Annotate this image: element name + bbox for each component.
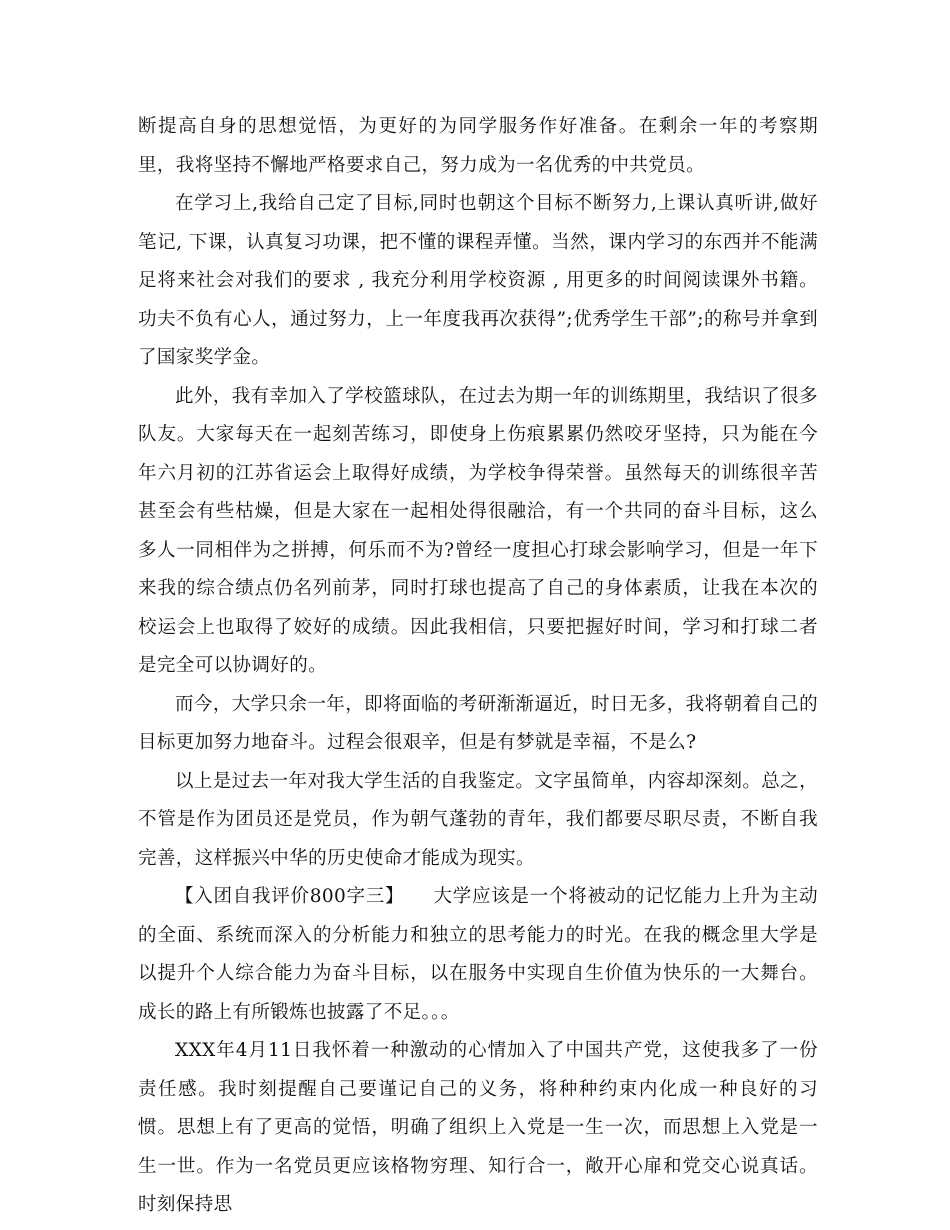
- paragraph-continuation: 断提高自身的思想觉悟，为更好的为同学服务作好准备。在剩余一年的考察期里，我将坚持不懈地严格要求自己，努力成为一名优秀的中共党员。: [138, 116, 818, 176]
- paragraph-future: 而今，大学只余一年，即将面临的考研渐渐逼近，时日无多，我将朝着自己的目标更加努力地奋斗。过程会很艰辛，但是有梦就是幸福，不是么?: [138, 693, 818, 753]
- paragraph-study: 在学习上,我给自己定了目标,同时也朝这个目标不断努力,上课认真听讲,做好笔记, 下课，认真复习功课，把不懂的课程弄懂。当然，课内学习的东西并不能满足将来社会对我们的要求 , 我充分利用学校资源 , 用更多的时间阅读课外书籍。功夫不负有心人，通过努力，上一年度我再次获得”;优秀学生干部”;的称号并拿到了国家奖学金。: [138, 193, 818, 368]
- paragraph-summary: 以上是过去一年对我大学生活的自我鉴定。文字虽简单，内容却深刻。总之，不管是作为团员还是党员，作为朝气蓬勃的青年，我们都要尽职尽责，不断自我完善，这样振兴中华的历史使命才能成为现实。: [138, 770, 818, 869]
- paragraph-basketball: 此外，我有幸加入了学校篮球队，在过去为期一年的训练期里，我结识了很多队友。大家每天在一起刻苦练习，即使身上伤痕累累仍然咬牙坚持，只为能在今年六月初的江苏省运会上取得好成绩，为学校争得荣誉。虽然每天的训练很辛苦甚至会有些枯燥，但是大家在一起相处得很融洽，有一个共同的奋斗目标，这么多人一同相伴为之拼搏，何乐而不为?曾经一度担心打球会影响学习，但是一年下来我的综合绩点仍名列前茅，同时打球也提高了自己的身体素质，让我在本次的校运会上也取得了姣好的成绩。因此我相信，只要把握好时间，学习和打球二者是完全可以协调好的。: [138, 385, 818, 676]
- paragraph-party-join: XXX年4月11日我怀着一种激动的心情加入了中国共产党，这使我多了一份责任感。我时刻提醒自己要谨记自己的义务，将种种约束内化成一种良好的习惯。思想上有了更高的觉悟，明确了组织上入党是一生一次，而思想上入党是一生一世。作为一名党员更应该格物穷理、知行合一，敞开心扉和党交心说真话。时刻保持思: [138, 1040, 818, 1215]
- paragraph-section-three: 【入团自我评价800字三】 大学应该是一个将被动的记忆能力上升为主动的全面、系统而深入的分析能力和独立的思考能力的时光。在我的概念里大学是以提升个人综合能力为奋斗目标，以在服务中实现自生价值为快乐的一大舞台。成长的路上有所锻炼也披露了不足。。。: [138, 886, 818, 1023]
- document-body: [138, 108, 818, 1225]
